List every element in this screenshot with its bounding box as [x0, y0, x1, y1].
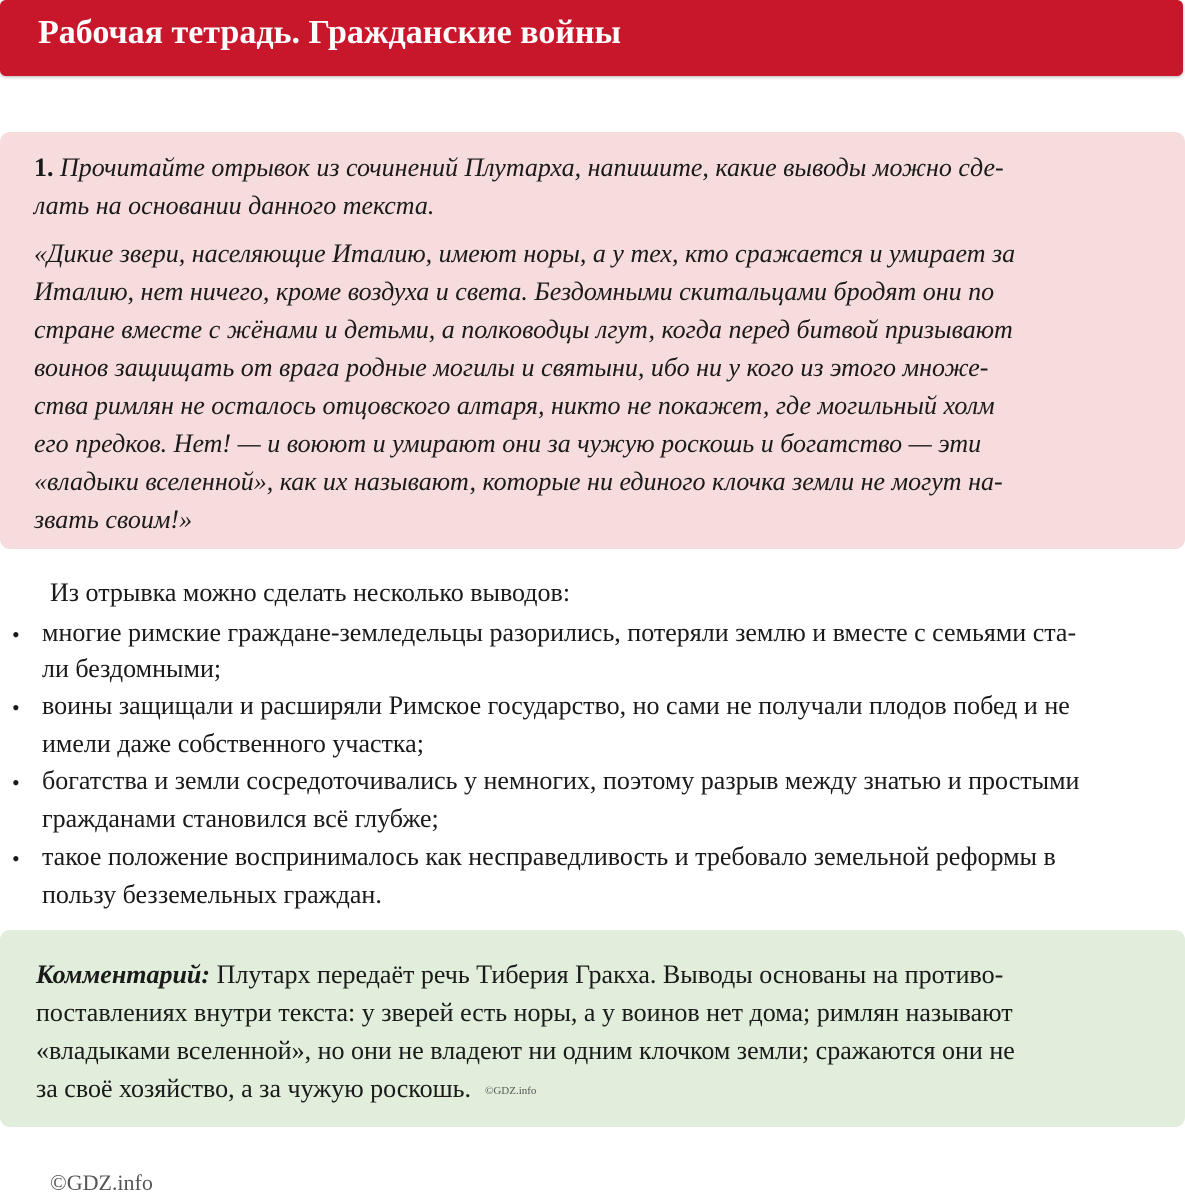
bullet-marker: •	[12, 770, 20, 795]
answer-bullet-line: богатства и земли сосредоточивались у немногих, поэтому разрыв между знатью и простыми	[42, 766, 1080, 795]
answer-bullet-line: многие римские граждане-земледельцы разорились, потеряли землю и вместе с семьями ста-	[42, 618, 1077, 647]
inline-watermark: ©GDZ.info	[485, 1084, 537, 1097]
quote-line: ства римлян не осталось отцовского алтаря, никто не покажет, где могильный холм	[34, 391, 995, 420]
task-prompt-line-2: лать на основании данного текста.	[34, 191, 435, 220]
quote-line: стране вместе с жёнами и детьми, а полководцы лгут, когда перед битвой призывают	[34, 315, 1013, 344]
task-prompt-line-1	[34, 155, 1004, 181]
comment-text: Плутарх передаёт речь Тиберия Гракха. Выводы основаны на противо-	[210, 960, 1004, 989]
answer-bullet-line: пользу безземельных граждан.	[42, 880, 382, 909]
footer-copyright: ©GDZ.info	[50, 1170, 153, 1195]
page-header	[0, 0, 1183, 76]
answer-intro: Из отрывка можно сделать несколько выводов:	[50, 578, 571, 607]
comment-text: за своё хозяйство, а за чужую роскошь.	[36, 1074, 471, 1103]
quote-line: воинов защищать от врага родные могилы и святыни, ибо ни у кого из этого множе-	[34, 353, 989, 382]
comment-line: «владыками вселенной», но они не владеют ни одним клочком земли; сражаются они не	[36, 1036, 1015, 1065]
comment-line-1	[36, 962, 1003, 988]
comment-label: Комментарий:	[36, 960, 211, 989]
bullet-marker: •	[12, 695, 20, 720]
task-prompt-text: Прочитайте отрывок из сочинений Плутарха, напишите, какие выводы можно сде-	[60, 153, 1004, 182]
quote-line: звать своим!»	[34, 505, 193, 534]
bullet-marker: •	[12, 622, 20, 647]
task-number: 1.	[34, 153, 54, 182]
quote-line: его предков. Нет! — и воюют и умирают они за чужую роскошь и богатство — эти	[34, 429, 982, 458]
quote-line: «Дикие звери, населяющие Италию, имеют норы, а у тех, кто сражается и умирает за	[34, 239, 1016, 268]
answer-bullet-line: ли бездомными;	[42, 654, 222, 683]
quote-line: Италию, нет ничего, кроме воздуха и света. Бездомными скитальцами бродят они по	[34, 277, 995, 306]
answer-bullet-line: имели даже собственного участка;	[42, 729, 424, 758]
answer-bullet-line: воины защищали и расширяли Римское государство, но сами не получали плодов побед и не	[42, 691, 1070, 720]
answer-bullet-line: такое положение воспринималось как несправедливость и требовало земельной реформы в	[42, 842, 1056, 871]
comment-line-4	[36, 1076, 536, 1102]
answer-bullet-line: гражданами становился всё глубже;	[42, 804, 439, 833]
comment-line: поставлениях внутри текста: у зверей есть норы, а у воинов нет дома; римлян называют	[36, 998, 1013, 1027]
quote-line: «владыки вселенной», как их называют, которые ни единого клочка земли не могут на-	[34, 467, 1003, 496]
page-title: Рабочая тетрадь. Гражданские войны	[38, 14, 622, 51]
bullet-marker: •	[12, 846, 20, 871]
